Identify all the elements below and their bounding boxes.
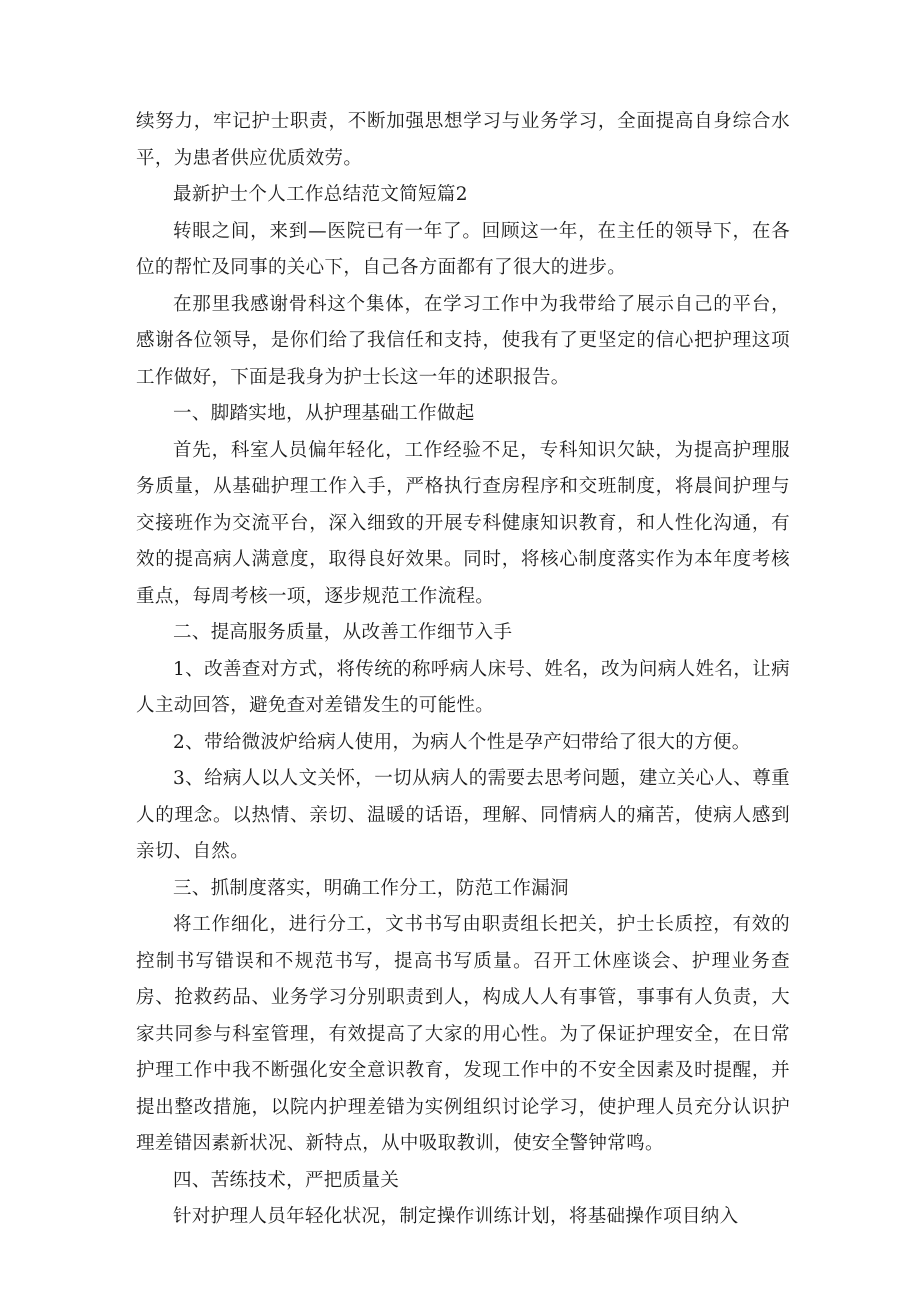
- paragraph: 转眼之间，来到—医院已有一年了。回顾这一年，在主任的领导下，在各位的帮忙及同事的关心下，自己各方面都有了很大的进步。: [136, 220, 790, 278]
- paragraph: 在那里我感谢骨科这个集体，在学习工作中为我带给了展示自己的平台，感谢各位领导，是你们给了我信任和支持，使我有了更坚定的信心把护理这项工作做好，下面是我身为护士长这一年的述职报告。: [136, 293, 790, 388]
- section-heading-2: 二、提高服务质量，从改善工作细节入手: [173, 622, 513, 643]
- document-body: [136, 104, 790, 1236]
- section-heading-4: 四、苦练技术，严把质量关: [173, 1169, 400, 1191]
- section-heading-3: 三、抓制度落实，明确工作分工，防范工作漏洞: [173, 877, 569, 899]
- paragraph-continuation: 续努力，牢记护士职责，不断加强思想学习与业务学习，全面提高自身综合水平，为患者供应优质效劳。: [136, 111, 790, 169]
- paragraph: 首先，科室人员偏年轻化，工作经验不足，专科知识欠缺，为提高护理服务质量，从基础护理工作入手，严格执行查房程序和交班制度，将晨间护理与交接班作为交流平台，深入细致的开展专科健康知识教育，和人性化沟通，有效的提高病人满意度，取得良好效果。同时，将核心制度落实作为本年度考核重点，每周考核一项，逐步规范工作流程。: [136, 439, 790, 607]
- paragraph: 将工作细化，进行分工，文书书写由职责组长把关，护士长质控，有效的控制书写错误和不规范书写，提高书写质量。召开工休座谈会、护理业务查房、抢救药品、业务学习分别职责到人，构成人人有事管，事事有人负责，大家共同参与科室管理，有效提高了大家的用心性。为了保证护理安全，在日常护理工作中我不断强化安全意识教育，发现工作中的不安全因素及时提醒，并提出整改措施，以院内护理差错为实例组织讨论学习，使护理人员充分认识护理差错因素新状况、新特点，从中吸取教训，使安全警钟常鸣。: [136, 914, 790, 1154]
- section-heading-1: 一、脚踏实地，从护理基础工作做起: [173, 403, 475, 424]
- paragraph: 针对护理人员年轻化状况，制定操作训练计划，将基础操作项目纳入: [173, 1206, 739, 1227]
- article-title: 最新护士个人工作总结范文简短篇2: [173, 184, 468, 205]
- list-item: 1、改善查对方式，将传统的称呼病人床号、姓名，改为问病人姓名，让病人主动回答，避免查对差错发生的可能性。: [136, 658, 790, 716]
- list-item: 2、带给微波炉给病人使用，为病人个性是孕产妇带给了很大的方便。: [173, 731, 751, 753]
- list-item: 3、给病人以人文关怀，一切从病人的需要去思考问题，建立关心人、尊重人的理念。以热情、亲切、温暖的话语，理解、同情病人的痛苦，使病人感到亲切、自然。: [136, 768, 790, 862]
